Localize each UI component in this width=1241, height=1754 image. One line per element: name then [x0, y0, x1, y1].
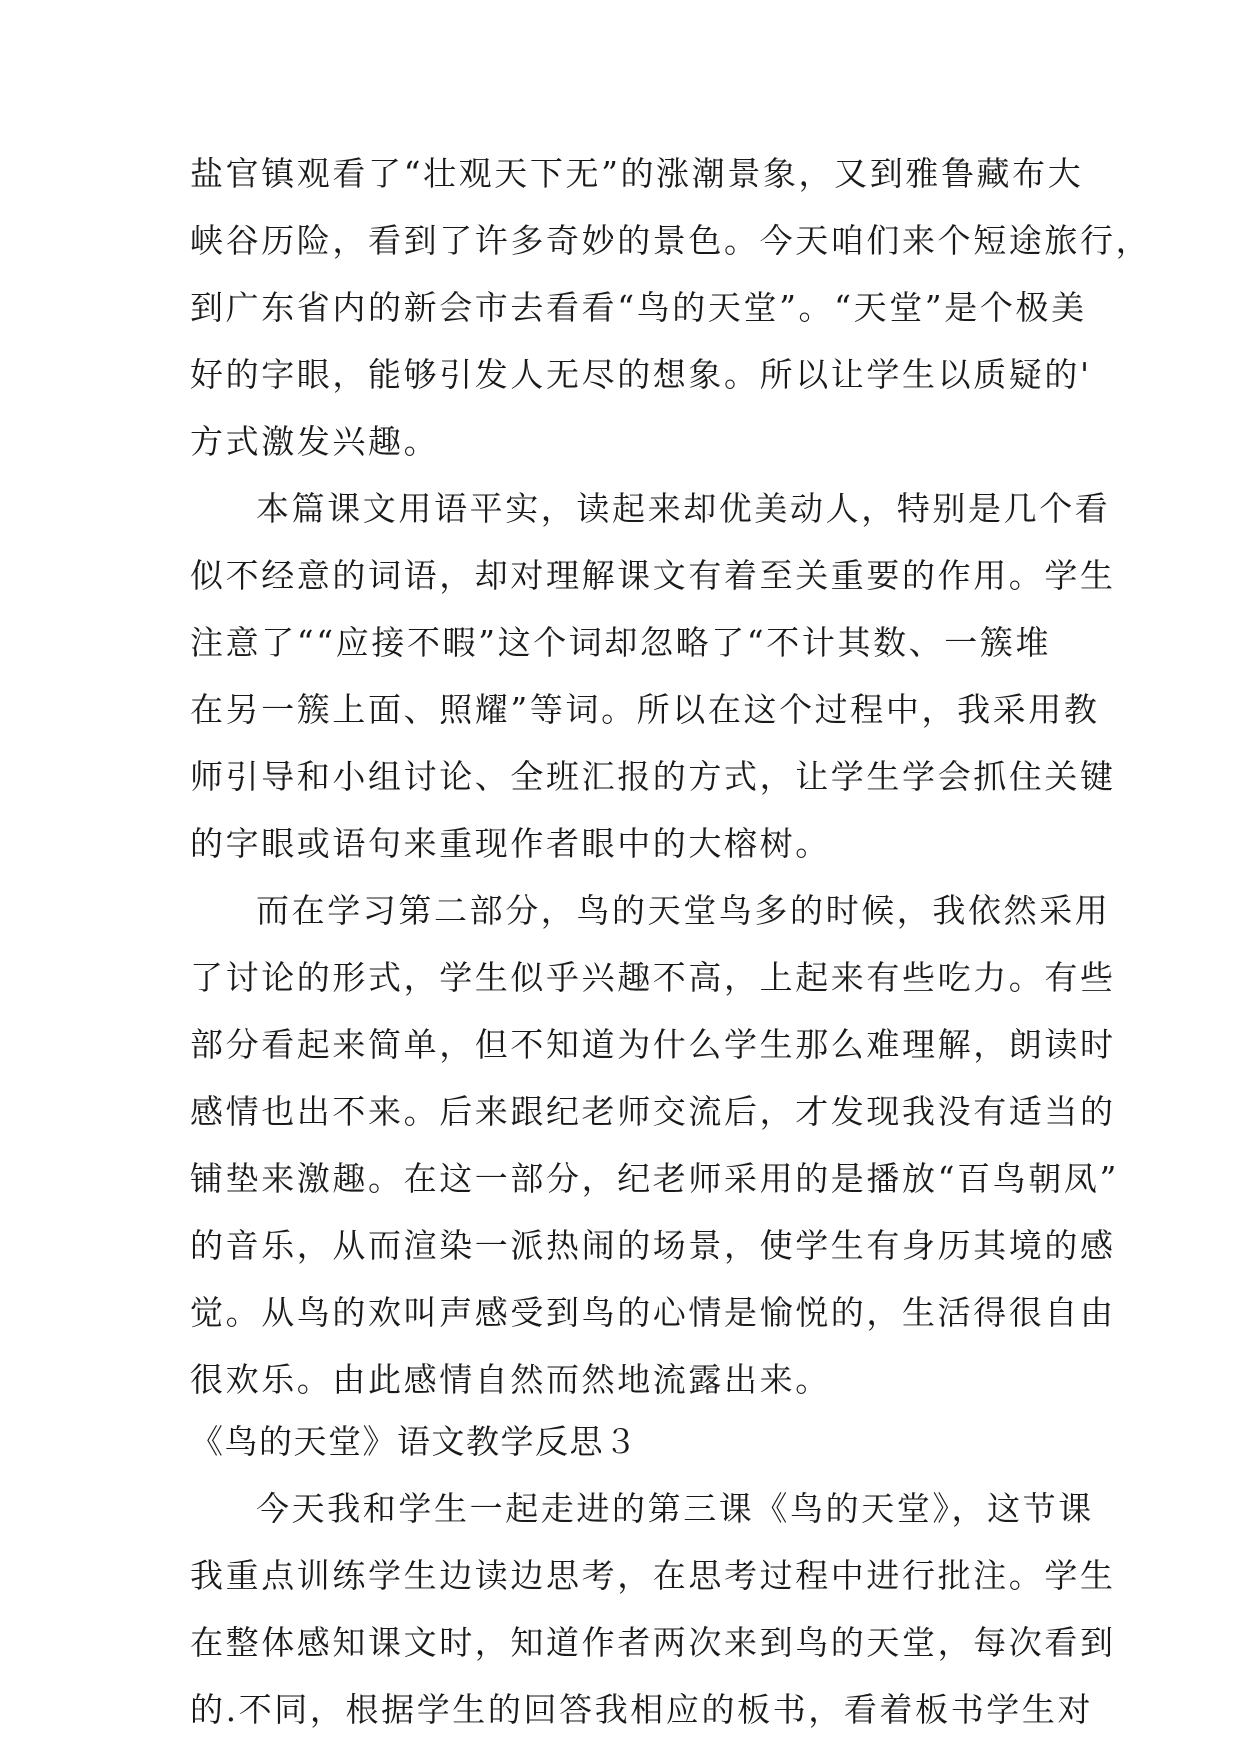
paragraph-line: 而在学习第二部分，鸟的天堂鸟多的时候，我依然采用 [256, 891, 1111, 930]
paragraph-line: 很欢乐。由此感情自然而然地流露出来。 [190, 1360, 831, 1399]
paragraph-line: 的音乐，从而渲染一派热闹的场景，使学生有身历其境的感 [190, 1226, 1116, 1265]
paragraph-line: 在整体感知课文时，知道作者两次来到鸟的天堂，每次看到 [190, 1623, 1116, 1662]
paragraph-line: 觉。从鸟的欢叫声感受到鸟的心情是愉悦的，生活得很自由 [190, 1293, 1116, 1332]
paragraph-line: 我重点训练学生边读边思考，在思考过程中进行批注。学生 [190, 1556, 1116, 1595]
paragraph-line: 似不经意的词语，却对理解课文有着至关重要的作用。学生 [190, 556, 1116, 595]
paragraph-line: 峡谷历险，看到了许多奇妙的景色。今天咱们来个短途旅行， [190, 221, 1152, 260]
paragraph-line: 今天我和学生一起走进的第三课《鸟的天堂》，这节课 [256, 1489, 1094, 1528]
paragraph-line: 到广东省内的新会市去看看“鸟的天堂”。“天堂”是个极美 [190, 288, 1087, 327]
paragraph-line: 在另一簇上面、照耀”等词。所以在这个过程中，我采用教 [190, 690, 1100, 729]
paragraph-line: 了讨论的形式，学生似乎兴趣不高，上起来有些吃力。有些 [190, 958, 1116, 997]
paragraph-line: 注意了““应接不暇”这个词却忽略了“不计其数、一簇堆 [190, 623, 1052, 662]
paragraph-line: 盐官镇观看了“壮观天下无”的涨潮景象，又到雅鲁藏布大 [190, 154, 1084, 193]
paragraph-line: 好的字眼，能够引发人无尽的想象。所以让学生以质疑的' [190, 355, 1092, 394]
paragraph-line: 铺垫来激趣。在这一部分，纪老师采用的是播放“百鸟朝凤” [190, 1159, 1119, 1198]
paragraph-line: 本篇课文用语平实，读起来却优美动人，特别是几个看 [256, 489, 1111, 528]
section-heading: 《鸟的天堂》语文教学反思３ [190, 1422, 639, 1461]
paragraph-line: 师引导和小组讨论、全班汇报的方式，让学生学会抓住关键 [190, 757, 1116, 796]
paragraph-line: 的.不同，根据学生的回答我相应的板书，看着板书学生对 [190, 1690, 1094, 1729]
paragraph-line: 方式激发兴趣。 [190, 422, 440, 461]
paragraph-line: 感情也出不来。后来跟纪老师交流后，才发现我没有适当的 [190, 1092, 1116, 1131]
paragraph-line: 的字眼或语句来重现作者眼中的大榕树。 [190, 824, 831, 863]
paragraph-line: 部分看起来简单，但不知道为什么学生那么难理解，朗读时 [190, 1025, 1116, 1064]
